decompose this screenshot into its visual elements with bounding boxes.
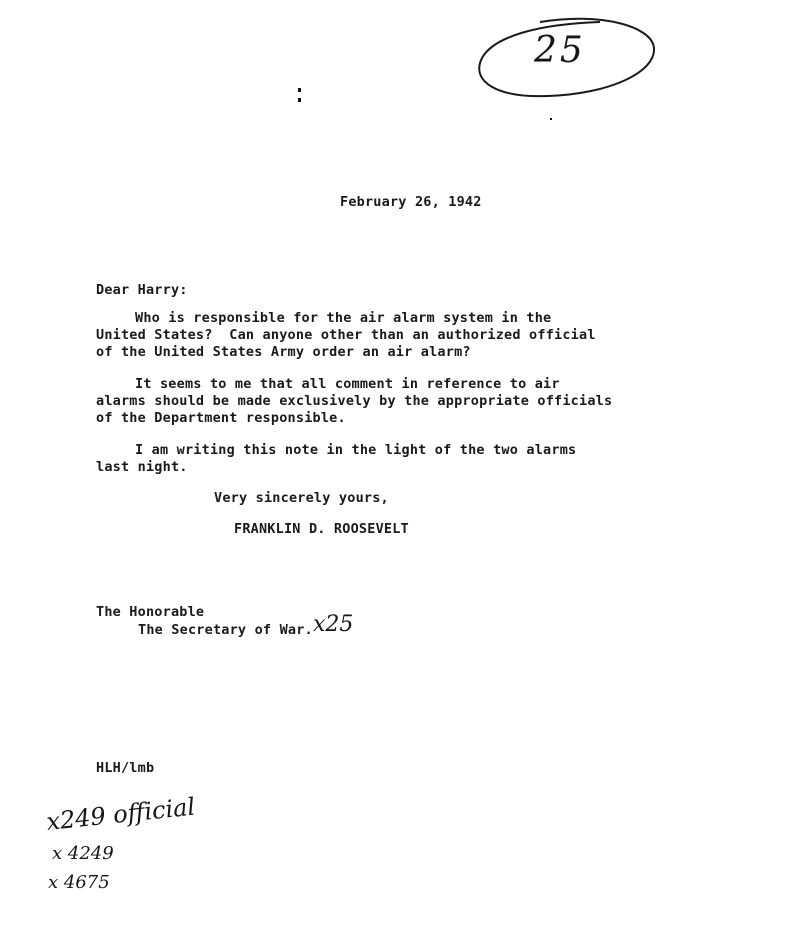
paragraph-2-line-1: It seems to me that all comment in reference to air xyxy=(135,376,560,392)
file-note-2: x 4249 xyxy=(52,843,114,864)
stray-mark xyxy=(298,88,301,92)
paragraph-1-line-3: of the United States Army order an air alarm? xyxy=(96,344,471,360)
paragraph-3-line-1: I am writing this note in the light of the two alarms xyxy=(135,442,577,458)
recipient-line-1: The Honorable xyxy=(96,604,205,620)
stray-mark xyxy=(298,98,301,102)
paragraph-1-line-2: United States? Can anyone other than an authorized official xyxy=(96,327,596,343)
recipient-line-2: The Secretary of War. xyxy=(138,622,313,638)
paragraph-3-line-2: last night. xyxy=(96,459,188,475)
paragraph-2-line-2: alarms should be made exclusively by the appropriate officials xyxy=(96,393,613,409)
letter-date: February 26, 1942 xyxy=(340,194,482,210)
inline-file-number: x25 xyxy=(313,612,354,637)
salutation: Dear Harry: xyxy=(96,282,188,298)
reference-initials: HLH/lmb xyxy=(96,760,155,776)
circled-number: 25 xyxy=(534,30,586,71)
paragraph-1-line-1: Who is responsible for the air alarm system in the xyxy=(135,310,552,326)
file-note-1: x249 official xyxy=(45,792,197,836)
paragraph-2-line-3: of the Department responsible. xyxy=(96,410,346,426)
signature: FRANKLIN D. ROOSEVELT xyxy=(234,521,409,537)
closing: Very sincerely yours, xyxy=(214,490,389,506)
stray-mark xyxy=(550,118,552,120)
file-note-3: x 4675 xyxy=(48,872,110,893)
